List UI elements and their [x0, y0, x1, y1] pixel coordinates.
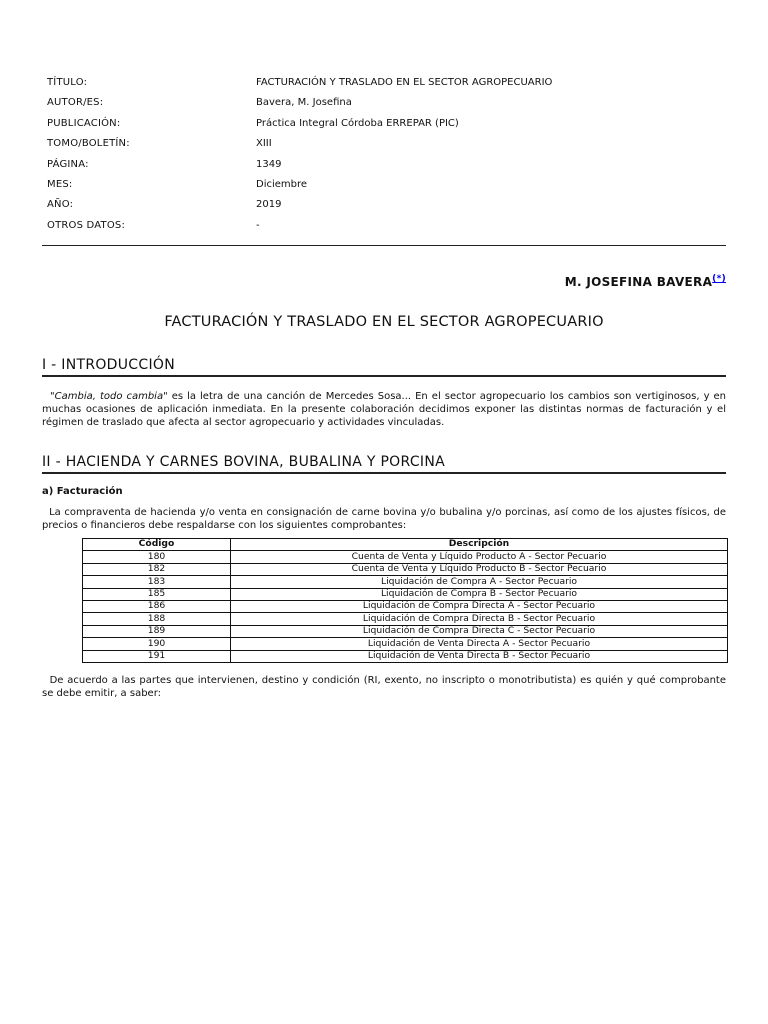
- header-codigo: Código: [83, 539, 231, 551]
- cell-descripcion: Cuenta de Venta y Líquido Producto B - Sector Pecuario: [231, 563, 728, 575]
- cell-descripcion: Cuenta de Venta y Líquido Producto A - Sector Pecuario: [231, 551, 728, 563]
- metadata-key: TÍTULO:: [47, 77, 88, 88]
- table-row: [83, 563, 728, 575]
- author-line: [565, 274, 726, 289]
- metadata-key: AUTOR/ES:: [47, 97, 104, 109]
- acuerdo-paragraph: [42, 674, 726, 700]
- cell-descripcion: Liquidación de Compra A - Sector Pecuario: [231, 576, 728, 588]
- section-heading-introduccion: I - INTRODUCCIÓN: [42, 356, 726, 377]
- table-row: [83, 613, 728, 625]
- metadata-value: -: [256, 219, 260, 231]
- comprobantes-table: [82, 538, 728, 663]
- intro-quote: "Cambia, todo cambia": [50, 391, 168, 402]
- table-row: [83, 625, 728, 637]
- acuerdo-text: De acuerdo a las partes que intervienen, destino y condición (RI, exento, no inscripto o monotributista) es quién y qué comprobante se debe emitir, a saber:: [42, 675, 726, 699]
- author-name: M. JOSEFINA BAVERA: [564, 275, 713, 289]
- cell-descripcion: Liquidación de Venta Directa A - Sector Pecuario: [231, 638, 728, 650]
- document-title: FACTURACIÓN Y TRASLADO EN EL SECTOR AGROPECUARIO: [164, 314, 604, 330]
- metadata-row: [47, 137, 727, 157]
- metadata-row: [47, 96, 727, 116]
- section-heading-hacienda: II - HACIENDA Y CARNES BOVINA, BUBALINA Y PORCINA: [42, 453, 726, 474]
- metadata-key: PÁGINA:: [47, 158, 89, 170]
- cell-descripcion: Liquidación de Compra Directa C - Sector Pecuario: [231, 625, 728, 637]
- metadata-key: AÑO:: [47, 199, 74, 211]
- cell-descripcion: Liquidación de Compra B - Sector Pecuario: [231, 588, 728, 600]
- table-row: [83, 576, 728, 588]
- metadata-row: [47, 76, 727, 96]
- metadata-value: 2019: [256, 199, 282, 211]
- cell-descripcion: Liquidación de Compra Directa B - Sector Pecuario: [231, 613, 728, 625]
- cell-codigo: 189: [83, 625, 231, 637]
- metadata-row: [47, 178, 727, 198]
- intro-paragraph: [42, 390, 726, 429]
- metadata-row: [47, 158, 727, 178]
- metadata-key: PUBLICACIÓN:: [47, 117, 121, 129]
- metadata-row: [47, 219, 727, 239]
- table-header-row: [83, 539, 728, 551]
- metadata-value: 1349: [256, 158, 282, 170]
- table-row: [83, 551, 728, 563]
- metadata-block: [47, 76, 727, 239]
- metadata-value: FACTURACIÓN Y TRASLADO EN EL SECTOR AGROPECUARIO: [256, 77, 553, 88]
- subheading-facturacion: a) Facturación: [42, 486, 123, 497]
- cell-codigo: 188: [83, 613, 231, 625]
- metadata-value: Práctica Integral Córdoba ERREPAR (PIC): [256, 117, 459, 129]
- cell-codigo: 183: [83, 576, 231, 588]
- cell-codigo: 182: [83, 563, 231, 575]
- cell-codigo: 191: [83, 650, 231, 662]
- header-descripcion: Descripción: [231, 539, 728, 551]
- table-row: [83, 650, 728, 662]
- facturacion-paragraph: [42, 506, 726, 532]
- author-footnote-link[interactable]: (*): [712, 274, 726, 284]
- cell-codigo: 185: [83, 588, 231, 600]
- cell-codigo: 190: [83, 638, 231, 650]
- table-row: [83, 638, 728, 650]
- cell-descripcion: Liquidación de Venta Directa B - Sector Pecuario: [231, 650, 728, 662]
- cell-descripcion: Liquidación de Compra Directa A - Sector Pecuario: [231, 600, 728, 612]
- intro-text: es la letra de una canción de Mercedes Sosa... En el sector agropecuario los cambios son vertiginosos, y en muchas ocasiones de aplicación inmediata. En la presente colaboración decidimos exponer las distintas normas de facturación y el régimen de traslado que afecta al sector agropecuario y actividades vinculadas.: [42, 391, 727, 428]
- metadata-key: TOMO/BOLETÍN:: [47, 138, 130, 150]
- metadata-value: Bavera, M. Josefina: [256, 97, 352, 109]
- metadata-row: [47, 198, 727, 218]
- metadata-value: XIII: [256, 138, 272, 150]
- cell-codigo: 180: [83, 551, 231, 563]
- cell-codigo: 186: [83, 600, 231, 612]
- metadata-key: OTROS DATOS:: [47, 219, 126, 231]
- table-row: [83, 600, 728, 612]
- metadata-row: [47, 117, 727, 137]
- header-divider: [42, 245, 726, 246]
- table-row: [83, 588, 728, 600]
- metadata-key: MES:: [47, 178, 73, 190]
- metadata-value: Diciembre: [256, 178, 308, 190]
- facturacion-text: La compraventa de hacienda y/o venta en consignación de carne bovina y/o bubalina y/o porcinas, así como de los ajustes físicos, de precios o financieros debe respaldarse con los siguientes comprobantes:: [42, 507, 727, 531]
